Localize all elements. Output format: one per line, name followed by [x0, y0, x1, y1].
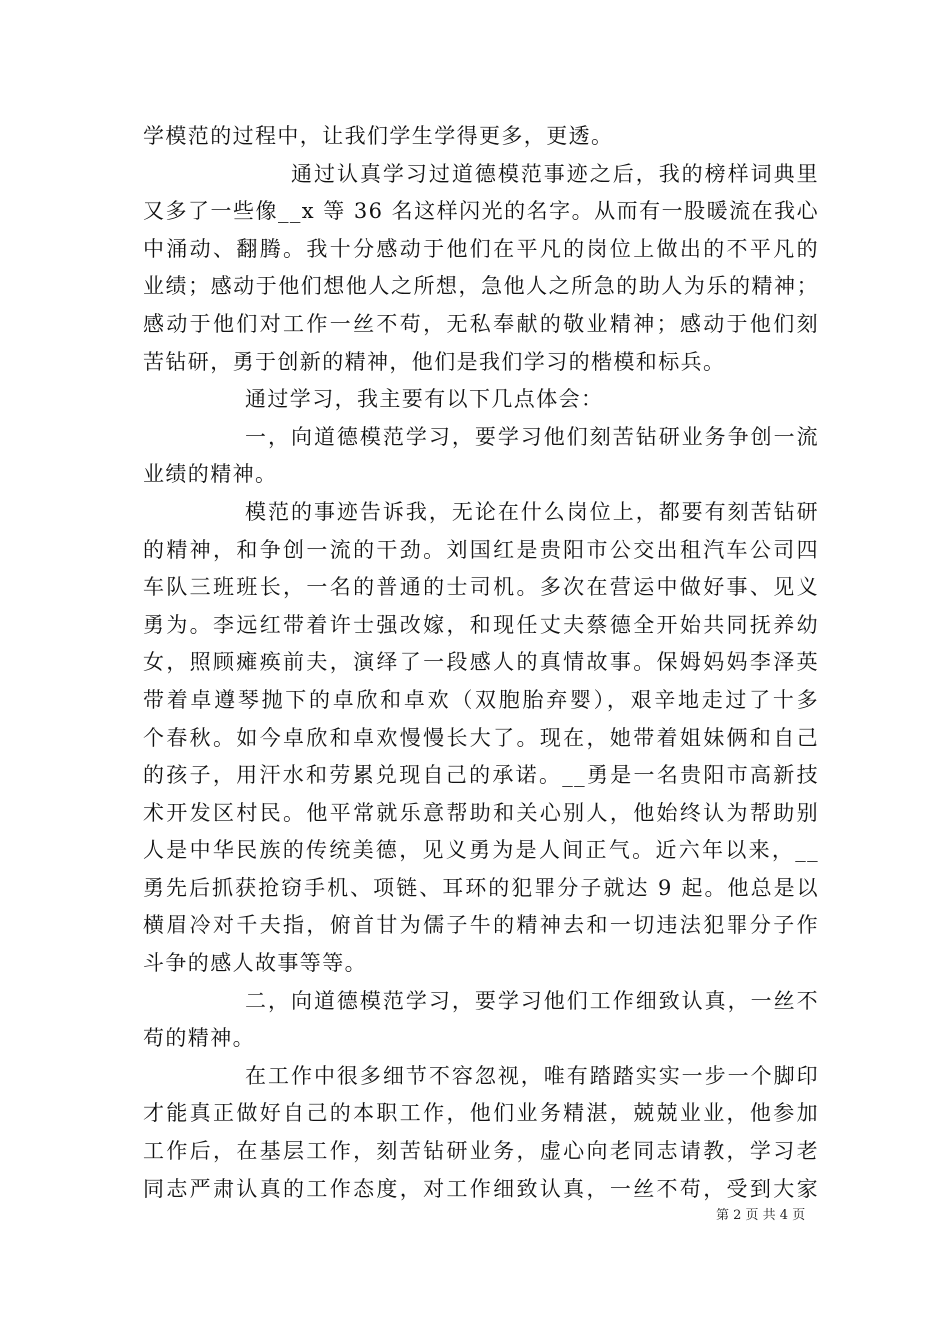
text-line: 同志严肃认真的工作态度，对工作细致认真，一丝不苟，受到大家 — [143, 1176, 819, 1201]
text-line: 带着卓遵琴抛下的卓欣和卓欢（双胞胎弃婴），艰辛地走过了十多 — [143, 687, 819, 712]
text-line: 的精神，和争创一流的干劲。刘国红是贵阳市公交出租汽车公司四 — [143, 537, 819, 562]
document-body — [143, 118, 819, 1208]
text-line: 通过学习，我主要有以下几点体会： — [245, 387, 604, 412]
text-line: 一，向道德模范学习，要学习他们刻苦钻研业务争创一流 — [245, 424, 819, 449]
text-line: 横眉冷对千夫指，俯首甘为儒子牛的精神去和一切违法犯罪分子作 — [143, 913, 819, 938]
text-line: 业绩；感动于他们想他人之所想，急他人之所急的助人为乐的精神； — [143, 274, 819, 299]
text-line: 勇为。李远红带着许士强改嫁，和现任丈夫蔡德全开始共同抚养幼 — [143, 612, 819, 637]
text-line: 中涌动、翻腾。我十分感动于他们在平凡的岗位上做出的不平凡的 — [143, 236, 819, 261]
text-line: 个春秋。如今卓欣和卓欢慢慢长大了。现在，她带着姐妹俩和自己 — [143, 725, 819, 750]
text-line: 车队三班班长，一名的普通的士司机。多次在营运中做好事、见义 — [143, 575, 819, 600]
text-line: 才能真正做好自己的本职工作，他们业务精湛，兢兢业业，他参加 — [143, 1101, 819, 1126]
text-line: 通过认真学习过道德模范事迹之后，我的榜样词典里 — [291, 161, 819, 186]
text-line: 又多了一些像__x 等 36 名这样闪光的名字。从而有一股暖流在我心 — [143, 199, 819, 224]
text-line: 斗争的感人故事等等。 — [143, 951, 367, 976]
text-line: 二，向道德模范学习，要学习他们工作细致认真，一丝不 — [245, 988, 819, 1013]
text-line: 模范的事迹告诉我，无论在什么岗位上，都要有刻苦钻研 — [245, 499, 819, 524]
text-line: 苟的精神。 — [143, 1026, 255, 1051]
text-line: 勇先后抓获抢窃手机、项链、耳环的犯罪分子就达 9 起。他总是以 — [143, 875, 819, 900]
text-line: 学模范的过程中，让我们学生学得更多，更透。 — [143, 124, 614, 148]
text-line: 的孩子，用汗水和劳累兑现自己的承诺。__勇是一名贵阳市高新技 — [143, 763, 819, 788]
page-number-footer: 第 2 页 共 4 页 — [716, 1208, 806, 1223]
text-line: 苦钻研，勇于创新的精神，他们是我们学习的楷模和标兵。 — [143, 349, 726, 374]
text-line: 业绩的精神。 — [143, 462, 278, 487]
text-line: 感动于他们对工作一丝不苟，无私奉献的敬业精神；感动于他们刻 — [143, 311, 819, 336]
text-line: 女，照顾瘫痪前夫，演绎了一段感人的真情故事。保姆妈妈李泽英 — [143, 650, 819, 675]
text-line: 工作后，在基层工作，刻苦钻研业务，虚心向老同志请教，学习老 — [143, 1139, 819, 1164]
text-line: 术开发区村民。他平常就乐意帮助和关心别人，他始终认为帮助别 — [143, 800, 819, 825]
text-line: 人是中华民族的传统美德，见义勇为是人间正气。近六年以来，__ — [143, 838, 819, 863]
text-line: 在工作中很多细节不容忽视，唯有踏踏实实一步一个脚印 — [245, 1063, 819, 1088]
